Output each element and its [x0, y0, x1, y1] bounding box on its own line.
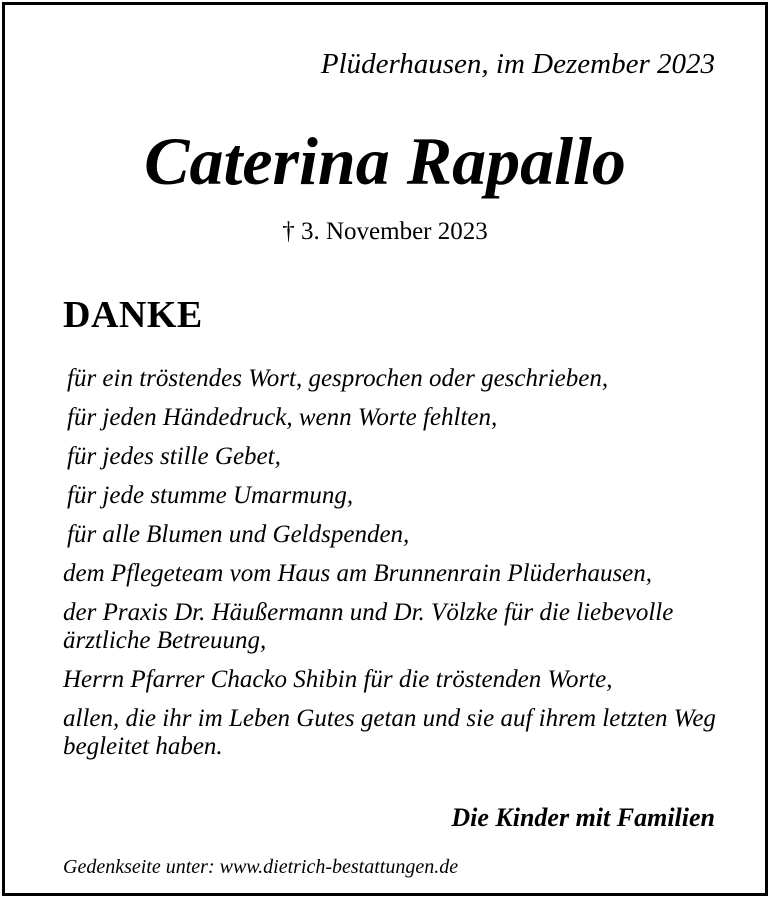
deceased-name: Caterina Rapallo [144, 123, 626, 199]
thanks-line: der Praxis Dr. Häußermann und Dr. Völzke für die liebevolle ärztliche Betreuung, [63, 599, 674, 654]
thanks-line: für jedes stille Gebet, [67, 443, 281, 470]
thanks-line: dem Pflegeteam vom Haus am Brunnenrain Plüderhausen, [63, 560, 653, 587]
thanks-line: allen, die ihr im Leben Gutes getan und sie auf ihrem letzten Weg begleitet haben. [63, 705, 716, 760]
memorial-page-footer: Gedenkseite unter: www.dietrich-bestattungen.de [63, 856, 459, 878]
thanks-list [63, 365, 743, 772]
signature: Die Kinder mit Familien [451, 803, 715, 832]
heading-danke: DANKE [63, 294, 203, 336]
thanks-line: Herrn Pfarrer Chacko Shibin für die tröstenden Worte, [63, 666, 613, 693]
notice-frame [2, 2, 768, 896]
death-date: † 3. November 2023 [282, 218, 488, 245]
thanks-line: für ein tröstendes Wort, gesprochen oder geschrieben, [67, 365, 609, 392]
thanks-line: für jede stumme Umarmung, [67, 482, 354, 509]
thanks-line: für alle Blumen und Geldspenden, [67, 521, 410, 548]
thanks-line: für jeden Händedruck, wenn Worte fehlten, [67, 404, 498, 431]
place-date: Plüderhausen, im Dezember 2023 [320, 48, 715, 80]
